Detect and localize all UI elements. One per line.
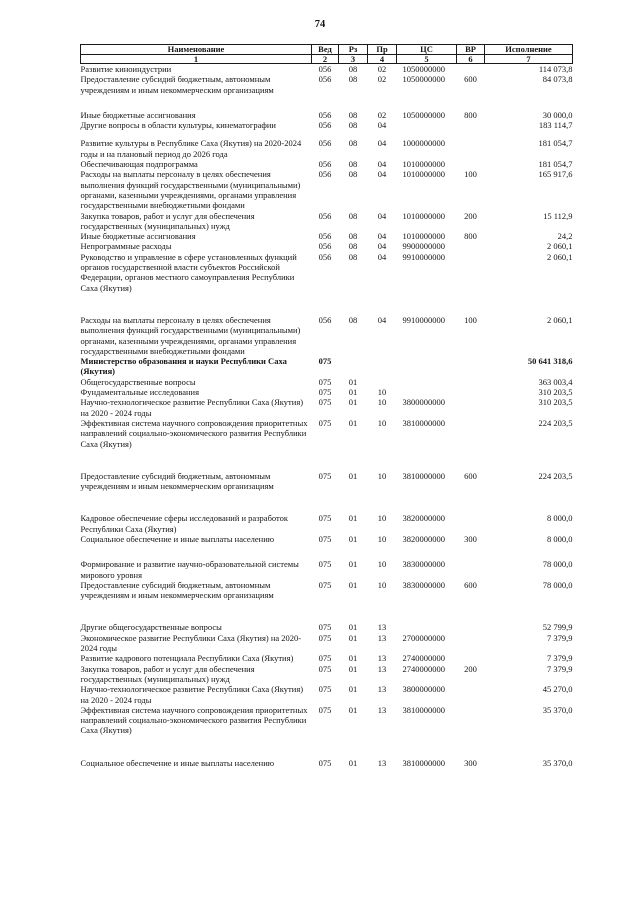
row-amount: 8 000,0 (547, 533, 573, 544)
row-amount: 35 370,0 (542, 757, 573, 768)
row-ved: 075 (318, 684, 332, 695)
table-row (81, 491, 573, 534)
row-pr: 10 (377, 533, 387, 544)
row-ved: 056 (318, 314, 332, 325)
table-row (81, 664, 573, 685)
row-amount: 165 917,6 (538, 169, 573, 180)
row-rz: 01 (348, 757, 358, 768)
row-name: Расходы на выплаты персоналу в целях обеспечения выполнения функций государственными (муниципальными) органами, казенными учреждениями, органами управления государственными внебюджетными фондами (80, 169, 301, 211)
row-amount: 84 073,8 (542, 74, 573, 85)
table-body (81, 64, 573, 769)
row-amount: 7 379,9 (547, 632, 573, 643)
table-row (81, 544, 573, 580)
row-name: Другие общегосударственные вопросы (80, 622, 222, 633)
budget-table (80, 44, 573, 768)
column-number: 7 (485, 55, 573, 64)
row-cs: 3810000000 (402, 757, 445, 768)
row-pr: 10 (377, 513, 387, 524)
row-amount: 8 000,0 (547, 513, 573, 524)
column-number: 3 (339, 55, 368, 64)
row-ved: 056 (318, 109, 332, 120)
row-pr: 02 (377, 109, 387, 120)
row-rz: 01 (348, 704, 358, 715)
row-pr: 10 (377, 387, 387, 398)
row-vr: 200 (464, 663, 477, 674)
row-amount: 7 379,9 (547, 663, 573, 674)
row-name: Формирование и развитие научно-образовательной системы мирового уровня (80, 559, 299, 580)
row-rz: 08 (348, 159, 358, 170)
table-row (81, 252, 573, 293)
row-vr (457, 544, 485, 580)
row-vr: 800 (464, 231, 477, 242)
row-pr: 10 (377, 579, 387, 590)
column-number: 6 (457, 55, 485, 64)
table-row (81, 377, 573, 387)
table-row (81, 356, 573, 377)
row-name: Предоставление субсидий бюджетным, автономным учреждениям и иным некоммерческим организациям (80, 470, 274, 492)
column-number: 4 (368, 55, 397, 64)
row-rz: 01 (348, 559, 358, 570)
row-amount: 24,2 (557, 231, 573, 242)
row-vr (457, 633, 485, 654)
table-row (81, 449, 573, 492)
row-cs: 3820000000 (402, 533, 445, 544)
table-row (81, 534, 573, 544)
row-vr (457, 653, 485, 663)
row-amount: 114 073,8 (538, 64, 573, 74)
row-cs: 2740000000 (402, 653, 445, 664)
row-vr: 300 (464, 757, 477, 768)
table-row (81, 241, 573, 251)
row-name: Закупка товаров, работ и услуг для обеспечения государственных (муниципальных) нужд (80, 663, 255, 684)
row-rz: 08 (348, 210, 358, 221)
row-amount: 52 799,9 (542, 622, 573, 633)
row-name: Развитие кадрового потенциала Республики Саха (Якутия) (80, 653, 294, 664)
row-name: Непрограммные расходы (80, 241, 172, 252)
row-rz: 01 (348, 533, 358, 544)
row-vr (457, 377, 485, 387)
row-ved: 056 (318, 169, 332, 180)
row-amount: 224 203,5 (538, 470, 573, 481)
row-vr: 800 (464, 109, 477, 120)
row-cs: 2700000000 (402, 632, 445, 643)
row-cs: 1010000000 (402, 169, 445, 180)
row-vr: 600 (464, 579, 477, 590)
row-amount: 181 054,7 (538, 159, 573, 170)
table-row (81, 600, 573, 632)
row-pr: 04 (377, 138, 387, 149)
row-amount: 363 003,4 (538, 376, 573, 387)
table-row (81, 211, 573, 232)
row-name: Социальное обеспечение и иные выплаты населению (80, 533, 275, 544)
table-row (81, 159, 573, 169)
row-pr: 10 (377, 397, 387, 408)
row-cs (397, 387, 457, 397)
row-rz: 08 (348, 64, 358, 74)
row-rz: 08 (348, 231, 358, 242)
row-rz: 08 (348, 109, 358, 120)
row-cs (397, 377, 457, 387)
row-cs: 1050000000 (402, 64, 445, 74)
row-name: Руководство и управление в сфере установленных функций органов государственной власти субъектов Российской Федерации, органов местного самоуправления Республики Саха (Якутия) (80, 251, 297, 293)
column-header-rz: Рз (339, 45, 368, 55)
row-ved: 075 (318, 704, 332, 715)
row-name: Предоставление субсидий бюджетным, автономным учреждениям и иным некоммерческим организациям (80, 579, 274, 601)
row-amount: 45 270,0 (542, 684, 573, 695)
row-ved: 056 (318, 74, 332, 85)
row-rz: 01 (348, 376, 358, 387)
row-name: Предоставление субсидий бюджетным, автономным учреждениям и иным некоммерческим организациям (80, 74, 274, 95)
row-name: Иные бюджетные ассигнования (80, 109, 196, 120)
row-ved: 056 (318, 241, 332, 252)
row-pr: 04 (377, 241, 387, 252)
table-row (81, 705, 573, 736)
row-amount: 30 000,0 (542, 109, 573, 120)
row-ved: 056 (318, 64, 332, 74)
row-rz: 01 (348, 417, 358, 428)
table-row (81, 580, 573, 601)
row-rz: 01 (348, 684, 358, 695)
row-rz: 08 (348, 138, 358, 149)
row-pr: 13 (377, 704, 387, 715)
row-amount: 2 060,1 (547, 251, 573, 262)
row-cs: 1050000000 (402, 109, 445, 120)
table-row (81, 397, 573, 418)
row-pr: 10 (377, 417, 387, 428)
row-ved: 075 (318, 653, 332, 664)
row-pr: 04 (377, 210, 387, 221)
row-vr (457, 120, 485, 130)
row-ved: 075 (318, 513, 332, 524)
row-cs: 3810000000 (402, 704, 445, 715)
row-pr (368, 356, 397, 377)
row-amount: 224 203,5 (538, 417, 573, 428)
row-rz: 08 (348, 169, 358, 180)
row-name: Обеспечивающая подпрограмма (80, 159, 198, 170)
row-amount: 2 060,1 (547, 314, 573, 325)
row-cs: 3810000000 (402, 417, 445, 428)
table-row (81, 95, 573, 120)
row-pr: 13 (377, 653, 387, 664)
row-pr (368, 377, 397, 387)
row-name: Социальное обеспечение и иные выплаты населению (80, 757, 275, 768)
row-rz: 01 (348, 579, 358, 590)
column-number: 1 (81, 55, 312, 64)
row-ved: 056 (318, 251, 332, 262)
row-pr: 04 (377, 314, 387, 325)
column-number: 5 (397, 55, 457, 64)
row-pr: 13 (377, 632, 387, 643)
row-pr: 02 (377, 64, 387, 74)
row-pr: 04 (377, 251, 387, 262)
table-row (81, 684, 573, 705)
row-pr: 10 (377, 470, 387, 481)
row-cs: 3830000000 (402, 559, 445, 570)
page-number: 74 (314, 19, 326, 30)
row-pr: 13 (377, 684, 387, 695)
row-name: Экономическое развитие Республики Саха (Якутия) на 2020-2024 годы (80, 632, 302, 654)
row-amount: 310 203,5 (538, 397, 573, 408)
row-pr: 04 (377, 169, 387, 180)
table-row (81, 130, 573, 159)
row-cs (397, 600, 457, 632)
row-ved: 056 (318, 138, 332, 149)
row-cs: 3810000000 (402, 470, 445, 481)
row-ved: 075 (318, 376, 332, 387)
row-name: Расходы на выплаты персоналу в целях обеспечения выполнения функций государственными (муниципальными) органами, казенными учреждениями, органами управления государственными внебюджетными фондами (80, 314, 301, 356)
header-row (81, 45, 573, 55)
row-cs: 1010000000 (402, 159, 445, 170)
row-vr: 200 (464, 210, 477, 221)
header-number-row (81, 55, 573, 64)
row-cs: 9910000000 (402, 314, 445, 325)
row-pr: 02 (377, 74, 387, 85)
row-ved: 056 (318, 231, 332, 242)
row-vr: 600 (464, 470, 477, 481)
row-vr (457, 397, 485, 418)
column-number: 2 (312, 55, 339, 64)
row-pr: 13 (377, 622, 387, 633)
row-vr: 100 (464, 314, 477, 325)
row-rz: 01 (348, 513, 358, 524)
table-header (81, 45, 573, 64)
row-amount: 78 000,0 (542, 579, 573, 590)
column-header-pr: Пр (368, 45, 397, 55)
row-rz: 01 (348, 653, 358, 664)
row-amount: 183 114,7 (538, 120, 573, 131)
row-cs: 9910000000 (402, 251, 445, 262)
row-pr: 04 (377, 120, 387, 131)
row-name: Развитие культуры в Республике Саха (Якутия) на 2020-2024 годы и на плановый период до 2026 года (80, 138, 302, 159)
column-header-vr: ВР (457, 45, 485, 55)
row-name: Эффективная система научного сопровождения приоритетных направлений социально-экономического развития Республики Саха (Якутия) (80, 704, 308, 736)
row-ved: 056 (318, 159, 332, 170)
row-vr: 300 (464, 533, 477, 544)
row-name: Министерство образования и науки Республики Саха (Якутия) (80, 356, 287, 377)
row-name: Закупка товаров, работ и услуг для обеспечения государственных (муниципальных) нужд (80, 210, 255, 231)
row-ved: 075 (318, 387, 332, 398)
row-rz (339, 356, 368, 377)
row-vr: 100 (464, 169, 477, 180)
row-vr (457, 600, 485, 632)
row-rz: 08 (348, 314, 358, 325)
row-pr: 04 (377, 159, 387, 170)
row-cs: 3830000000 (402, 579, 445, 590)
row-cs (397, 120, 457, 130)
row-ved: 075 (318, 663, 332, 674)
row-ved: 075 (318, 356, 332, 367)
row-ved: 075 (318, 559, 332, 570)
row-name: Фундаментальные исследования (80, 387, 200, 398)
row-amount: 78 000,0 (542, 559, 573, 570)
row-name: Научно-технологическое развитие Республики Саха (Якутия) на 2020 - 2024 годы (80, 684, 304, 705)
row-ved: 075 (318, 417, 332, 428)
row-vr (457, 356, 485, 377)
row-name: Научно-технологическое развитие Республики Саха (Якутия) на 2020 - 2024 годы (80, 397, 304, 418)
table-row (81, 169, 573, 210)
row-cs (397, 356, 457, 377)
row-ved: 056 (318, 120, 332, 131)
column-header-execution: Исполнение (485, 45, 573, 55)
row-ved: 075 (318, 632, 332, 643)
row-vr (457, 418, 485, 449)
row-cs: 9900000000 (402, 241, 445, 252)
row-vr (457, 491, 485, 534)
table-row (81, 387, 573, 397)
table-row (81, 120, 573, 130)
row-rz: 01 (348, 663, 358, 674)
row-amount: 181 054,7 (538, 138, 573, 149)
column-header-cs: ЦС (397, 45, 457, 55)
table-row (81, 64, 573, 75)
row-vr: 600 (464, 74, 477, 85)
row-cs: 1050000000 (402, 74, 445, 85)
row-rz: 08 (348, 251, 358, 262)
row-amount: 35 370,0 (542, 704, 573, 715)
row-name: Развитие киноиндустрии (80, 64, 172, 74)
row-ved: 075 (318, 470, 332, 481)
row-ved: 075 (318, 397, 332, 408)
row-name: Общегосударственные вопросы (80, 376, 196, 387)
row-pr: 04 (377, 231, 387, 242)
row-vr (457, 684, 485, 705)
row-rz: 01 (348, 622, 358, 633)
row-cs: 1000000000 (402, 138, 445, 149)
row-rz: 01 (348, 387, 358, 398)
row-vr (457, 64, 485, 75)
table-row (81, 74, 573, 95)
table-row (81, 633, 573, 654)
row-ved: 075 (318, 622, 332, 633)
row-name: Иные бюджетные ассигнования (80, 231, 196, 242)
row-pr: 10 (377, 559, 387, 570)
row-cs: 2740000000 (402, 663, 445, 674)
row-ved: 075 (318, 757, 332, 768)
row-vr (457, 387, 485, 397)
row-vr (457, 241, 485, 251)
row-vr (457, 705, 485, 736)
row-rz: 08 (348, 74, 358, 85)
row-vr (457, 159, 485, 169)
row-cs: 1010000000 (402, 210, 445, 221)
table-row (81, 293, 573, 356)
row-ved: 075 (318, 533, 332, 544)
row-vr (457, 252, 485, 293)
row-amount: 310 203,5 (538, 387, 573, 398)
table-row (81, 418, 573, 449)
row-cs: 1010000000 (402, 231, 445, 242)
row-ved: 075 (318, 579, 332, 590)
table-row (81, 231, 573, 241)
row-cs: 3820000000 (402, 513, 445, 524)
table-row (81, 653, 573, 663)
row-rz: 01 (348, 632, 358, 643)
table-row (81, 736, 573, 768)
row-ved: 056 (318, 210, 332, 221)
row-vr (457, 130, 485, 159)
row-pr: 13 (377, 757, 387, 768)
row-cs: 3800000000 (402, 684, 445, 695)
row-rz: 01 (348, 470, 358, 481)
row-name: Эффективная система научного сопровождения приоритетных направлений социально-экономического развития Республики Саха (Якутия) (80, 417, 308, 449)
row-amount: 2 060,1 (547, 241, 573, 252)
column-header-name: Наименование (81, 45, 312, 55)
row-amount: 7 379,9 (547, 653, 573, 664)
row-name: Кадровое обеспечение сферы исследований и разработок Республики Саха (Якутия) (80, 513, 289, 534)
row-amount: 50 641 318,6 (527, 356, 573, 367)
row-rz: 08 (348, 120, 358, 131)
row-rz: 08 (348, 241, 358, 252)
row-rz: 01 (348, 397, 358, 408)
row-amount: 15 112,9 (543, 210, 573, 221)
row-cs: 3800000000 (402, 397, 445, 408)
column-header-ved: Вед (312, 45, 339, 55)
row-name: Другие вопросы в области культуры, кинематографии (80, 120, 276, 131)
row-pr: 13 (377, 663, 387, 674)
